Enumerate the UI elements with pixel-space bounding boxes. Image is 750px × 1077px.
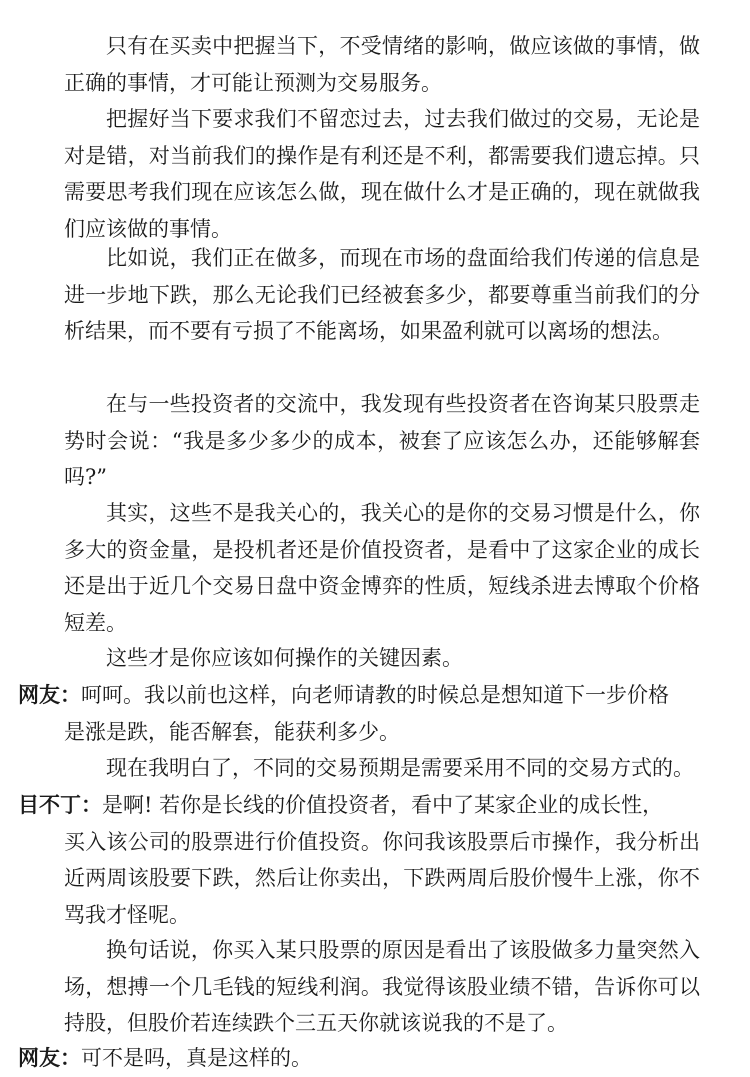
paragraph-1: 只有在买卖中把握当下，不受情绪的影响，做应该做的事情，做正确的事情，才可能让预测为交易服务。 [64,34,700,95]
paragraph-6: 这些才是你应该如何操作的关键因素。 [106,646,463,670]
paragraph-8: 换句话说，你买入某只股票的原因是看出了该股做多力量突然入场，想搏一个几毛钱的短线利润。我觉得该股业绩不错，告诉你可以持股，但股价若连续跌个三五天你就该说我的不是了。 [64,938,700,1035]
dialogue-first-line: 呵呵。我以前也这样，向老师请教的时候总是想知道下一步价格 [81,683,669,707]
dialogue-mubuding [18,787,700,933]
paragraph-2: 把握好当下要求我们不留恋过去，过去我们做过的交易，无论是对是错，对当前我们的操作是有利还是不利，都需要我们遗忘掉。只需要思考我们现在应该怎么做，现在做什么才是正确的，现在就做我们应该做的事情。 [64,107,700,241]
speaker-label: 目不丁： [18,793,102,817]
speaker-label: 网友： [18,1046,81,1070]
paragraph-7: 现在我明白了，不同的交易预期是需要采用不同的交易方式的。 [106,756,694,780]
dialogue-first-line: 可不是吗，真是这样的。 [81,1046,312,1070]
dialogue-continuation: 是涨是跌，能否解套，能获利多少。 [64,719,400,744]
speaker-label: 网友： [18,683,81,707]
dialogue-netizen-1 [18,677,700,750]
paragraph-5: 其实，这些不是我关心的，我关心的是你的交易习惯是什么，你多大的资金量，是投机者还是价值投资者，是看中了这家企业的成长还是出于近几个交易日盘中资金博弈的性质，短线杀进去博取个价格短差。 [64,501,700,635]
dialogue-netizen-2 [18,1040,700,1077]
paragraph-4: 在与一些投资者的交流中，我发现有些投资者在咨询某只股票走势时会说：“我是多少多少的成本，被套了应该怎么办，还能够解套吗?” [64,392,700,489]
dialogue-first-line: 是啊! 若你是长线的价值投资者，看中了某家企业的成长性， [102,793,664,817]
paragraph-3: 比如说，我们正在做多，而现在市场的盘面给我们传递的信息是进一步地下跌，那么无论我们已经被套多少，都要尊重当前我们的分析结果，而不要有亏损了不能离场，如果盈利就可以离场的想法。 [64,246,700,343]
dialogue-continuation: 买入该公司的股票进行价值投资。你问我该股票后市操作，我分析出近两周该股要下跌，然后让你卖出，下跌两周后股价慢牛上涨，你不骂我才怪呢。 [64,829,700,927]
